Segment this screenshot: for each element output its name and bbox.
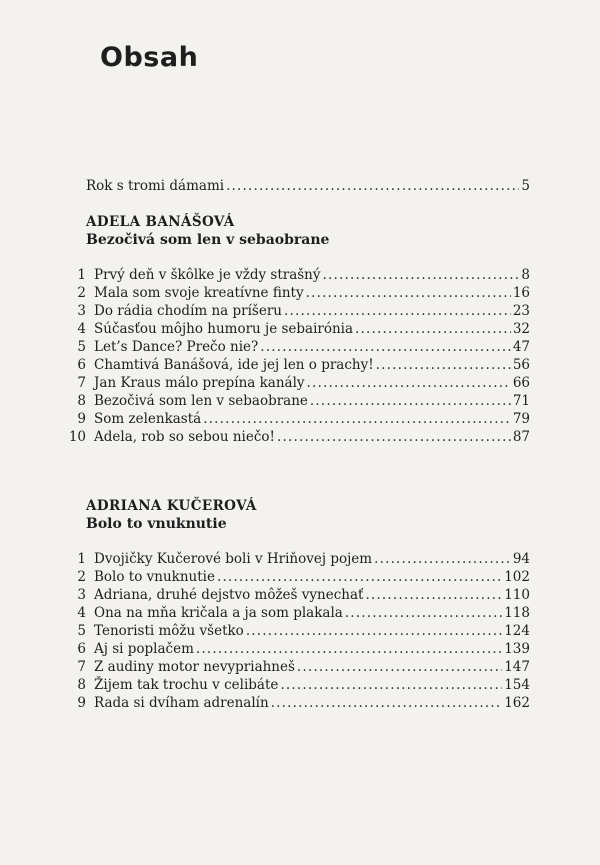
toc-entry-label: Bolo to vnuknutie (94, 569, 215, 585)
toc-entry-page: 79 (512, 411, 530, 427)
leader-dots (271, 694, 503, 712)
toc-entry-number: 7 (77, 659, 86, 675)
toc-entry-number: 7 (77, 375, 86, 391)
toc-entry-page: 118 (504, 605, 530, 621)
toc-entry (60, 284, 530, 302)
toc-entry-number: 3 (77, 303, 86, 319)
toc-entry-page: 94 (512, 551, 530, 567)
toc-entry-label: Do rádia chodím na príšeru (94, 303, 282, 319)
toc-entry-label: Som zelenkastá (94, 411, 202, 427)
toc-entry-label: Adela, rob so sebou niečo! (94, 429, 275, 445)
toc-entry (60, 392, 530, 410)
toc-entry-label: Rada si dvíham adrenalín (94, 695, 269, 711)
toc-intro-row (86, 177, 530, 195)
toc-entry (60, 568, 530, 586)
leader-dots (323, 266, 520, 284)
toc-entry-page: 47 (512, 339, 530, 355)
toc-entry-number: 6 (77, 641, 86, 657)
leader-dots (246, 622, 502, 640)
section-subtitle: Bolo to vnuknutie (86, 516, 227, 532)
toc-entry-label: Žijem tak trochu v celibáte (94, 677, 279, 693)
toc-entry-page: 8 (521, 267, 530, 283)
toc-entry-label: Adriana, druhé dejstvo môžeš vynechať (94, 587, 364, 603)
leader-dots (374, 550, 511, 568)
toc-entry (60, 550, 530, 568)
section-author: ADELA BANÁŠOVÁ (86, 214, 235, 230)
toc-entry-label: Let’s Dance? Prečo nie? (94, 339, 259, 355)
toc-entry-number: 1 (77, 551, 86, 567)
toc-entry-label: Jan Kraus málo prepína kanály (94, 375, 305, 391)
leader-dots (306, 284, 511, 302)
section-subtitle: Bezočivá som len v sebaobrane (86, 232, 330, 248)
leader-dots (280, 676, 502, 694)
toc-entry-number: 8 (77, 393, 86, 409)
toc-entry (60, 356, 530, 374)
toc-entry-number: 9 (77, 411, 86, 427)
toc-entry (60, 640, 530, 658)
toc-intro-label: Rok s tromi dámami (86, 178, 225, 194)
toc-entry-number: 10 (68, 429, 86, 445)
toc-entry-page: 154 (504, 677, 530, 693)
section-author: ADRIANA KUČEROVÁ (86, 498, 257, 514)
toc-entry-number: 8 (77, 677, 86, 693)
leader-dots (226, 177, 519, 195)
toc-entry-label: Prvý deň v škôlke je vždy strašný (94, 267, 321, 283)
toc-entry (60, 266, 530, 284)
toc-entry-number: 4 (77, 321, 86, 337)
toc-entry-page: 66 (512, 375, 530, 391)
leader-dots (196, 640, 502, 658)
leader-dots (277, 428, 511, 446)
toc-entry (60, 374, 530, 392)
toc-entry-page: 87 (512, 429, 530, 445)
toc-entry-number: 2 (77, 569, 86, 585)
toc-entry (60, 302, 530, 320)
toc-entry (60, 410, 530, 428)
toc-entry-page: 56 (512, 357, 530, 373)
toc-entry-page: 110 (504, 587, 530, 603)
toc-entry-page: 16 (512, 285, 530, 301)
toc-entry-label: Dvojičky Kučerové boli v Hriňovej pojem (94, 551, 373, 567)
toc-entry (60, 338, 530, 356)
toc-entry-number: 9 (77, 695, 86, 711)
toc-entry-number: 5 (77, 339, 86, 355)
leader-dots (345, 604, 502, 622)
toc-entry-label: Bezočivá som len v sebaobrane (94, 393, 308, 409)
toc-entry (60, 658, 530, 676)
leader-dots (297, 658, 502, 676)
toc-entry-label: Tenoristi môžu všetko (94, 623, 244, 639)
leader-dots (260, 338, 511, 356)
toc-entry (60, 694, 530, 712)
leader-dots (376, 356, 511, 374)
toc-entry-label: Ona na mňa kričala a ja som plakala (94, 605, 343, 621)
toc-entry-label: Mala som svoje kreatívne finty (94, 285, 304, 301)
leader-dots (284, 302, 511, 320)
toc-entry-number: 6 (77, 357, 86, 373)
leader-dots (355, 320, 511, 338)
toc-entry (60, 676, 530, 694)
toc-entry-page: 124 (504, 623, 530, 639)
toc-entry-number: 1 (77, 267, 86, 283)
toc-entry-page: 162 (504, 695, 530, 711)
toc-entry-number: 5 (77, 623, 86, 639)
leader-dots (217, 568, 502, 586)
leader-dots (310, 392, 511, 410)
toc-entry (60, 622, 530, 640)
toc-entry-number: 3 (77, 587, 86, 603)
toc-entry-page: 147 (504, 659, 530, 675)
toc-entry-number: 4 (77, 605, 86, 621)
leader-dots (203, 410, 511, 428)
toc-entry-page: 23 (512, 303, 530, 319)
toc-entry (60, 428, 530, 446)
toc-entry-label: Chamtivá Banášová, ide jej len o prachy! (94, 357, 374, 373)
toc-entry-number: 2 (77, 285, 86, 301)
page-title: Obsah (100, 42, 199, 73)
toc-entry-page: 32 (512, 321, 530, 337)
toc-entry-label: Súčasťou môjho humoru je sebairónia (94, 321, 354, 337)
toc-entry-page: 71 (512, 393, 530, 409)
toc-entry (60, 320, 530, 338)
toc-entry (60, 604, 530, 622)
toc-entry-label: Aj si poplačem (94, 641, 194, 657)
toc-entry-page: 139 (504, 641, 530, 657)
toc-entry-page: 102 (504, 569, 530, 585)
toc-entry (60, 586, 530, 604)
leader-dots (365, 586, 502, 604)
leader-dots (307, 374, 511, 392)
toc-intro-page: 5 (521, 178, 530, 194)
toc-entry-label: Z audiny motor nevypriahneš (94, 659, 295, 675)
